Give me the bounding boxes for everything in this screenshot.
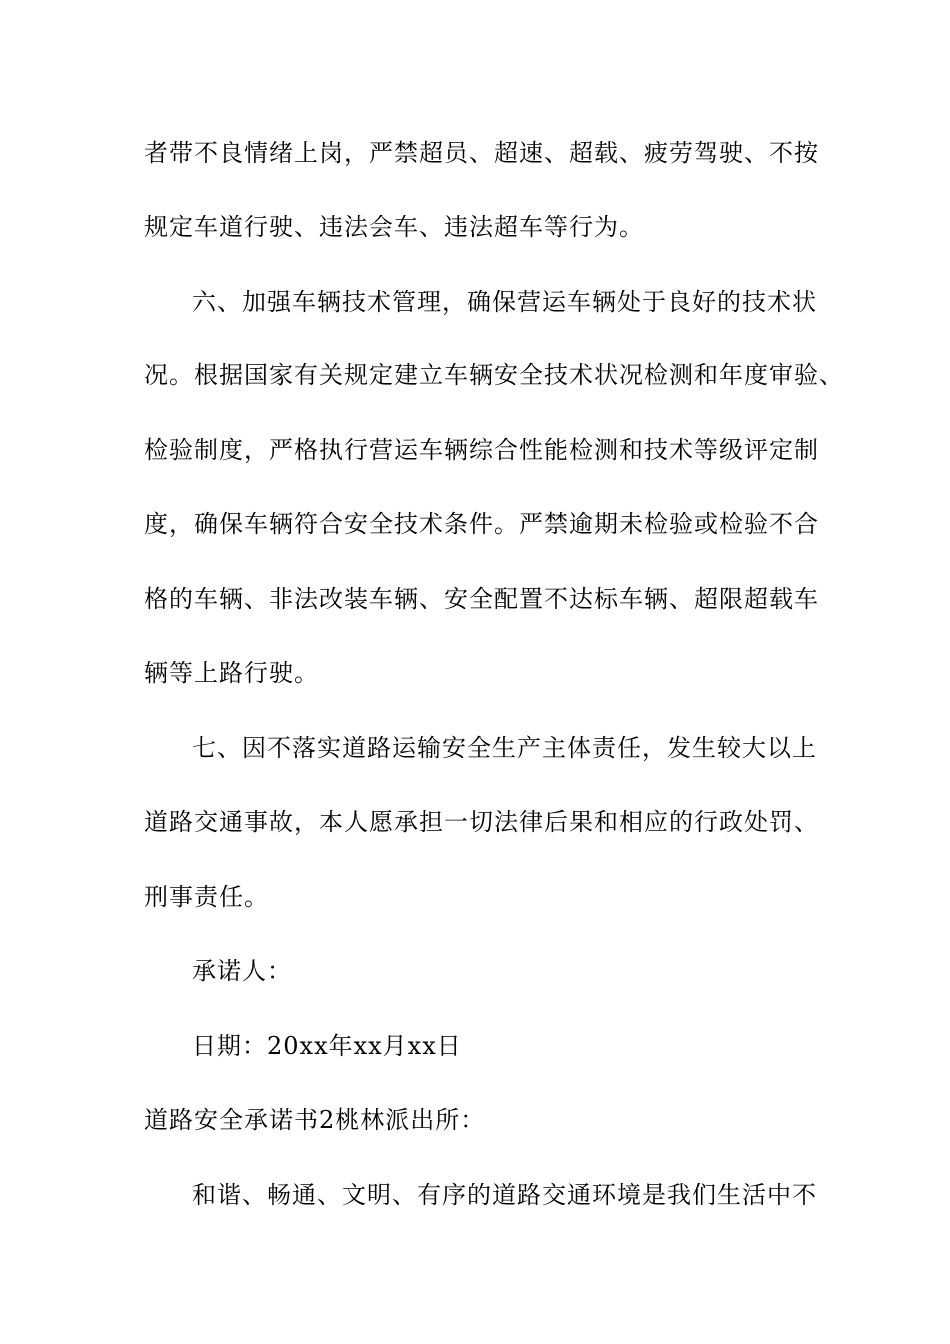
text-line: 辆等上路行驶。: [144, 659, 319, 687]
date-line: 日期：20xx年xx月xx日: [192, 1032, 462, 1060]
text-line: 况。根据国家有关规定建立车辆安全技术状况检测和年度审验、: [144, 361, 844, 389]
text-line: 格的车辆、非法改装车辆、安全配置不达标车辆、超限超载车: [144, 585, 819, 613]
text-line: 检验制度，严格执行营运车辆综合性能检测和技术等级评定制: [144, 436, 819, 464]
section-title: 道路安全承诺书2桃林派出所：: [144, 1106, 486, 1134]
paragraph-seven-heading: 七、因不落实道路运输安全生产主体责任，发生较大以上: [192, 734, 817, 762]
text-line: 度，确保车辆符合安全技术条件。严禁逾期未检验或检验不合: [144, 510, 819, 538]
promisor-label: 承诺人：: [192, 957, 292, 985]
text-line: 道路交通事故，本人愿承担一切法律后果和相应的行政处罚、: [144, 808, 819, 836]
text-line: 刑事责任。: [144, 883, 269, 911]
text-line: 规定车道行驶、违法会车、违法超车等行为。: [144, 213, 644, 241]
text-line: 和谐、畅通、文明、有序的道路交通环境是我们生活中不: [192, 1181, 817, 1209]
text-line: 者带不良情绪上岗，严禁超员、超速、超载、疲劳驾驶、不按: [144, 139, 819, 167]
paragraph-six-heading: 六、加强车辆技术管理，确保营运车辆处于良好的技术状: [192, 288, 817, 316]
